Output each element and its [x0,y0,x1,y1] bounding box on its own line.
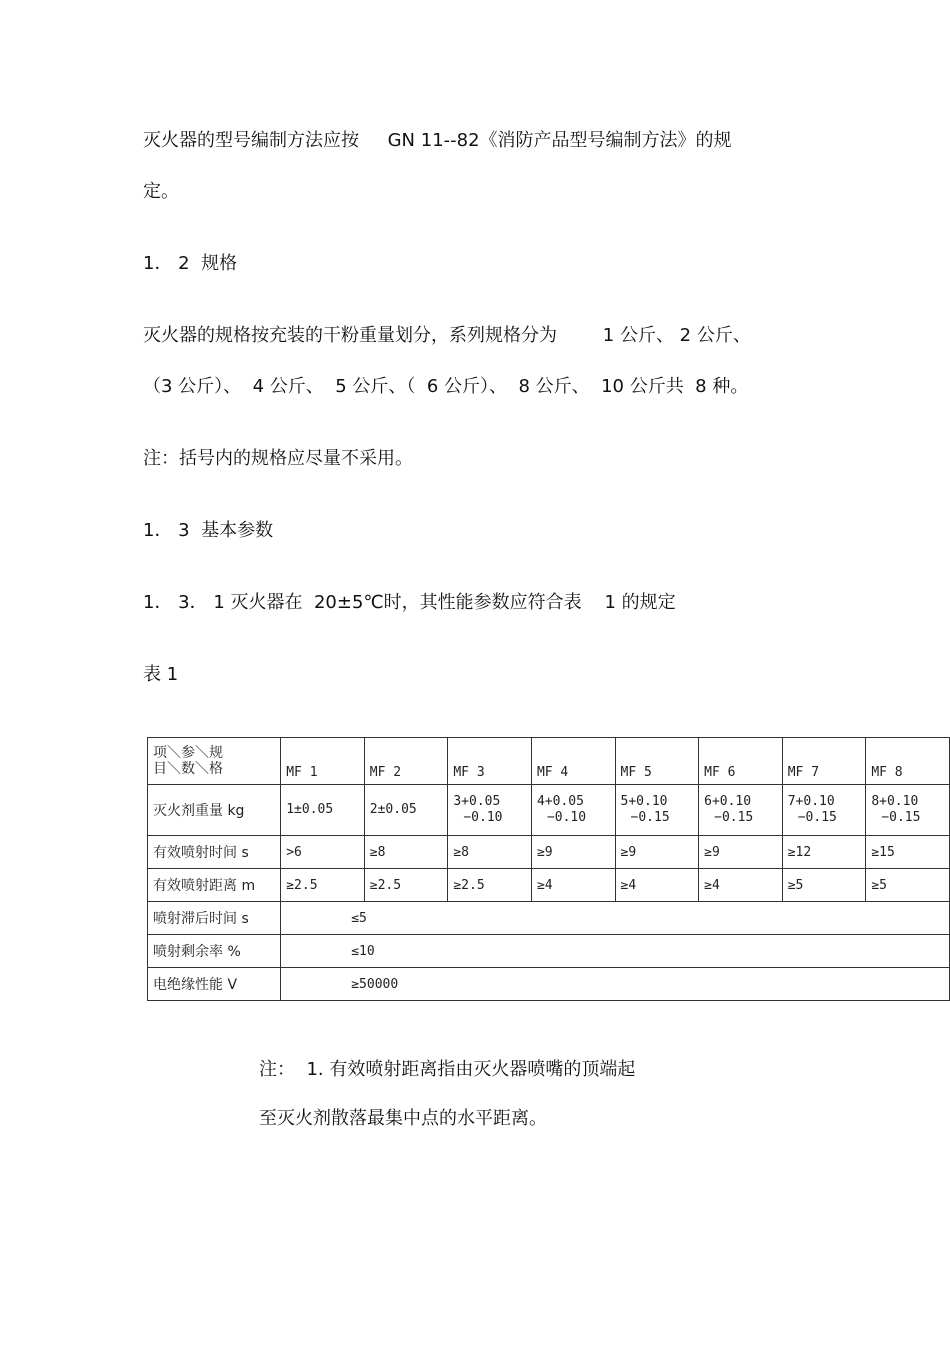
row-label: 喷射滞后时间 s [148,902,281,935]
table-cell: ≥2.5 [281,869,365,902]
table-row [148,902,950,935]
table-cell: ≤10 [281,935,950,968]
table-cell: 3+0.05 −0.10 [448,785,532,836]
table-cell: ≥9 [615,836,699,869]
table-cell: ≥2.5 [364,869,448,902]
row-label: 灭火剂重量 kg [148,785,281,836]
table-cell: ≥5 [782,869,866,902]
table-row [148,968,950,1001]
table-cell: ≥4 [699,869,783,902]
table-cell: ≥2.5 [448,869,532,902]
row-label: 喷射剩余率 % [148,935,281,968]
table-cell: ≥15 [866,836,950,869]
table-cell: 7+0.10 −0.15 [782,785,866,836]
table-header-row [148,738,950,785]
row-label: 有效喷射距离 m [148,869,281,902]
column-header: MF 1 [281,738,365,785]
table-cell: 6+0.10 −0.15 [699,785,783,836]
column-header: MF 4 [531,738,615,785]
row-label: 有效喷射时间 s [148,836,281,869]
table-row [148,836,950,869]
section-heading: 1． 3 基本参数 [143,520,274,541]
table-cell: ≥8 [364,836,448,869]
spec-table [147,737,950,1001]
paragraph-line: 灭火器的规格按充装的干粉重量划分，系列规格分为 1 公斤、 2 公斤、 [143,325,751,346]
table-cell: ≥4 [615,869,699,902]
column-header: MF 2 [364,738,448,785]
table-row [148,785,950,836]
table-caption: 表 1 [143,664,179,685]
paragraph-line: （3 公斤）、 4 公斤、 5 公斤、（ 6 公斤）、 8 公斤、 10 公斤共 8 种。 [143,376,749,397]
column-header: MF 6 [699,738,783,785]
table-cell: ≥9 [699,836,783,869]
corner-line: 项＼参＼规 [153,745,223,761]
footnote-line: 注： 1. 有效喷射距离指由灭火器喷嘴的顶端起 [259,1059,636,1080]
paragraph-line: 灭火器的型号编制方法应按 GN 11--82《消防产品型号编制方法》的规 [143,130,732,151]
note-text: 注：括号内的规格应尽量不采用。 [143,448,413,469]
table-row [148,869,950,902]
table-cell: 5+0.10 −0.15 [615,785,699,836]
section-heading: 1． 2 规格 [143,253,238,274]
corner-line: 目＼数＼格 [153,761,223,777]
column-header: MF 8 [866,738,950,785]
table-cell: 2±0.05 [364,785,448,836]
table-row [148,935,950,968]
section-heading: 1． 3． 1 灭火器在 20±5℃时，其性能参数应符合表 1 的规定 [143,592,676,613]
table-cell: ≥50000 [281,968,950,1001]
table-cell: 8+0.10 −0.15 [866,785,950,836]
table-cell: ≥8 [448,836,532,869]
column-header: MF 3 [448,738,532,785]
table-cell: ≥9 [531,836,615,869]
table-cell: ≥5 [866,869,950,902]
table-cell: ≤5 [281,902,950,935]
table-cell: ≥12 [782,836,866,869]
table-cell: ≥4 [531,869,615,902]
column-header: MF 7 [782,738,866,785]
table-cell: 1±0.05 [281,785,365,836]
paragraph-line: 定。 [143,181,179,202]
table-corner-header [148,738,281,785]
footnote-line: 至灭火剂散落最集中点的水平距离。 [259,1108,547,1129]
column-header: MF 5 [615,738,699,785]
row-label: 电绝缘性能 V [148,968,281,1001]
table-cell: 4+0.05 −0.10 [531,785,615,836]
table-cell: >6 [281,836,365,869]
